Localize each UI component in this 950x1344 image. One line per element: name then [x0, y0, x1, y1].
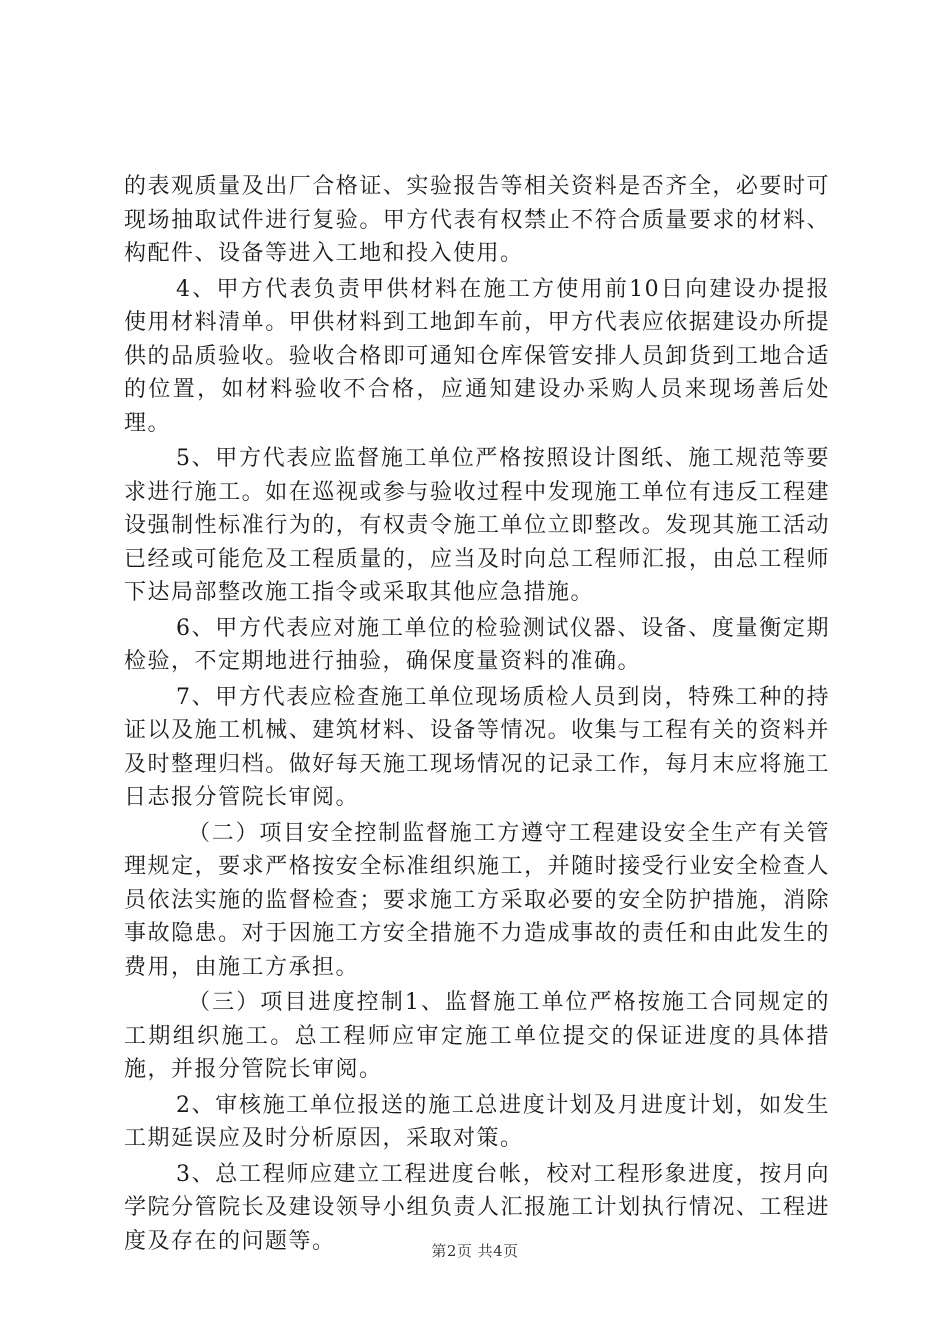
- paragraph-schedule-item-3: 3、总工程师应建立工程进度台帐，校对工程形象进度，按月向学院分管院长及建设领导小组负责人汇报施工计划执行情况、工程进度及存在的问题等。: [124, 1161, 830, 1254]
- document-body: [124, 170, 830, 1260]
- page-footer: 第2页 共4页: [431, 1242, 519, 1260]
- paragraph-continuation: 的表观质量及出厂合格证、实验报告等相关资料是否齐全，必要时可现场抽取试件进行复验。甲方代表有权禁止不符合质量要求的材料、构配件、设备等进入工地和投入使用。: [124, 174, 830, 266]
- paragraph-schedule-control: （三）项目进度控制1、监督施工单位严格按施工合同规定的工期组织施工。总工程师应审定施工单位提交的保证进度的具体措施，并报分管院长审阅。: [124, 990, 830, 1082]
- paragraph-item-7: 7、甲方代表应检查施工单位现场质检人员到岗，特殊工种的持证以及施工机械、建筑材料、设备等情况。收集与工程有关的资料并及时整理归档。做好每天施工现场情况的记录工作，每月末应将施工日志报分管院长审阅。: [124, 684, 830, 810]
- paragraph-item-6: 6、甲方代表应对施工单位的检验测试仪器、设备、度量衡定期检验，不定期地进行抽验，确保度量资料的准确。: [124, 615, 830, 674]
- paragraph-schedule-item-2: 2、审核施工单位报送的施工总进度计划及月进度计划，如发生工期延误应及时分析原因，采取对策。: [124, 1092, 830, 1151]
- paragraph-safety-control: （二）项目安全控制监督施工方遵守工程建设安全生产有关管理规定，要求严格按安全标准组织施工，并随时接受行业安全检查人员依法实施的监督检查；要求施工方采取必要的安全防护措施，消除事故隐患。对于因施工方安全措施不力造成事故的责任和由此发生的费用，由施工方承担。: [124, 820, 830, 980]
- paragraph-item-5: 5、甲方代表应监督施工单位严格按照设计图纸、施工规范等要求进行施工。如在巡视或参与验收过程中发现施工单位有违反工程建设强制性标准行为的，有权责令施工单位立即整改。发现其施工活动已经或可能危及工程质量的，应当及时向总工程师汇报，由总工程师下达局部整改施工指令或采取其他应急措施。: [124, 446, 830, 605]
- paragraph-item-4: 4、甲方代表负责甲供材料在施工方使用前10日向建设办提报使用材料清单。甲供材料到工地卸车前，甲方代表应依据建设办所提供的品质验收。验收合格即可通知仓库保管安排人员卸货到工地合适的位置，如材料验收不合格，应通知建设办采购人员来现场善后处理。: [124, 276, 830, 436]
